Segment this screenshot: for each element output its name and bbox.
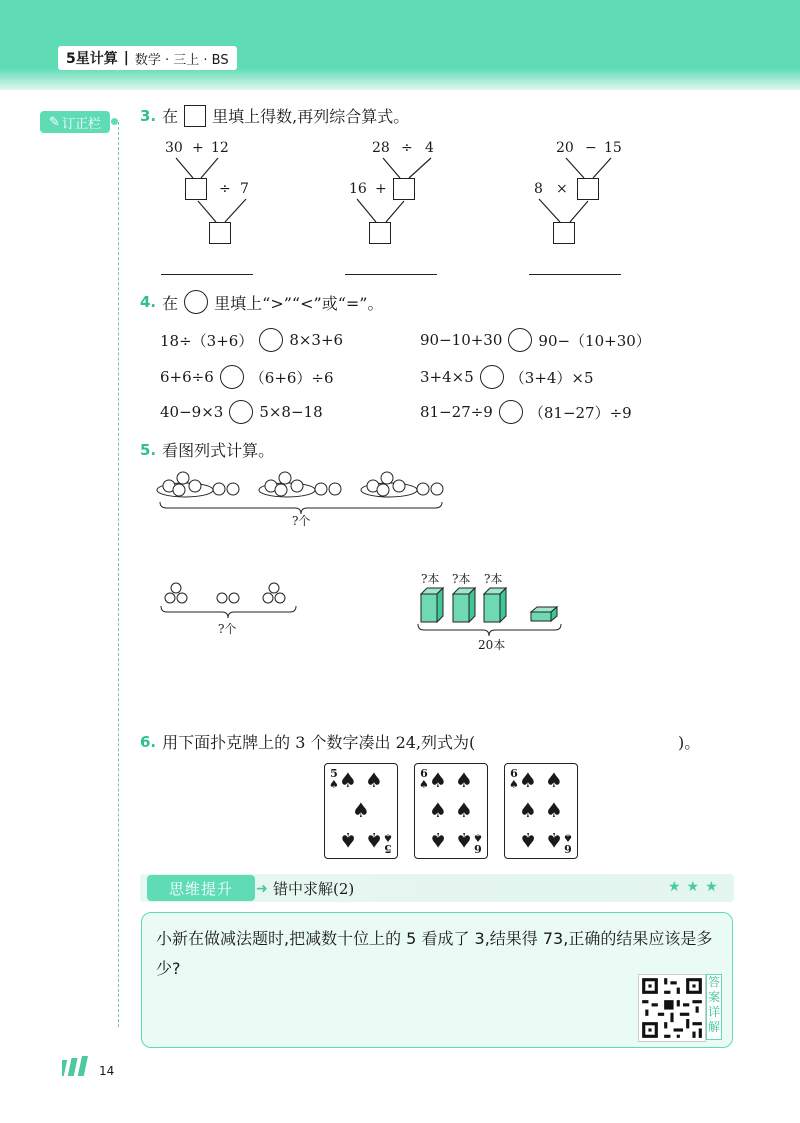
comp-right-expr: 8×3+6 <box>289 331 344 349</box>
q5-title <box>140 438 274 461</box>
comp-left-expr: 18÷（3+6） <box>160 331 254 350</box>
card-rank-bottom: 5 ♠ <box>383 831 393 855</box>
q6-number: 6. <box>140 732 157 751</box>
q3-title-pre: 在 <box>162 107 179 126</box>
thinking-subtitle: 错中求解(2) <box>273 880 355 898</box>
book-spines-icon <box>62 1056 96 1076</box>
book-stack-3 <box>484 588 506 622</box>
spade-icon: ♠ <box>365 768 383 792</box>
qr-code-icon[interactable] <box>638 974 706 1042</box>
playing-card-6a <box>414 763 488 859</box>
q6-answer-blank[interactable] <box>520 732 670 752</box>
qr-answer-label: 答案详解 <box>706 974 722 1040</box>
compare-circle[interactable] <box>508 328 532 352</box>
card-rank-bottom: 6 ♠ <box>563 831 573 855</box>
q4-number: 4. <box>140 293 157 311</box>
tree1-right-number: 12 <box>211 140 229 156</box>
q4-row-1-left <box>160 328 343 352</box>
book-stack-2 <box>453 588 475 622</box>
book-label-3: ?本 <box>484 572 503 586</box>
comp-right-expr: 5×8−18 <box>259 403 323 421</box>
tree1-top-operator: + <box>192 140 204 156</box>
single-book <box>531 607 557 621</box>
spade-icon: ♠ <box>545 798 563 822</box>
spade-icon: ♠ <box>352 798 370 822</box>
spade-icon: ♠ <box>455 768 473 792</box>
spade-icon: ♠ <box>545 828 563 852</box>
q4-title-pre: 在 <box>162 293 179 313</box>
book-label-1: ?本 <box>421 572 440 586</box>
comp-right-expr: 90−（10+30） <box>538 331 651 350</box>
tree2-top-operator: ÷ <box>401 140 413 156</box>
spade-icon: ♠ <box>545 768 563 792</box>
tree3-right-number: 15 <box>604 140 622 156</box>
tree2-left-number: 28 <box>372 140 390 156</box>
q3-title-post: 里填上得数,再列综合算式。 <box>212 107 410 126</box>
book-stack-1 <box>421 588 443 622</box>
tree3-mid-operand: 8 <box>534 181 543 197</box>
card-rank: 5 ♠ <box>329 767 339 791</box>
tree2-mid-operator: + <box>375 181 387 197</box>
q4-row-2-left <box>160 365 334 389</box>
comp-left-expr: 6+6÷6 <box>160 368 214 386</box>
q4-row-3-right <box>420 400 632 424</box>
spade-icon: ♠ <box>455 828 473 852</box>
tree1-mid-operator: ÷ <box>219 181 231 197</box>
tree3-left-number: 20 <box>556 140 574 156</box>
q6-close <box>678 730 700 753</box>
card-rank: 6 ♠ <box>509 767 519 791</box>
spade-icon: ♠ <box>519 798 537 822</box>
compare-circle[interactable] <box>220 365 244 389</box>
compare-circle[interactable] <box>259 328 283 352</box>
pencil-icon: ✎ <box>49 114 60 130</box>
tree3-top-operator: − <box>585 140 597 156</box>
tree1-left-number: 30 <box>165 140 183 156</box>
q4-row-3-left <box>160 400 323 424</box>
comp-left-expr: 40−9×3 <box>160 403 224 421</box>
apple-group-3 <box>361 472 443 497</box>
spade-icon: ♠ <box>519 828 537 852</box>
course-label: 数学 · 三上 · BS <box>134 52 229 68</box>
spade-icon: ♠ <box>429 828 447 852</box>
spade-icon: ♠ <box>429 768 447 792</box>
compare-circle[interactable] <box>229 400 253 424</box>
spade-icon: ♠ <box>339 828 357 852</box>
compare-circle[interactable] <box>499 400 523 424</box>
thinking-problem-text: 小新在做减法题时,把减数十位上的 5 看成了 3,结果得 73,正确的结果应该是多少? <box>156 929 713 978</box>
comp-left-expr: 81−27÷9 <box>420 403 493 421</box>
apples-total-label: ?个 <box>292 514 311 528</box>
q4-row-1-right <box>420 328 651 352</box>
correction-tag-label: 订正栏 <box>61 116 101 132</box>
apple-group-2 <box>259 472 341 497</box>
q5-number: 5. <box>140 440 157 459</box>
q5-title-text: 看图列式计算。 <box>162 441 275 460</box>
book-label-2: ?本 <box>452 572 471 586</box>
circles-total-label: ?个 <box>218 622 237 636</box>
page-number: 14 <box>99 1064 115 1078</box>
spade-icon: ♠ <box>365 828 383 852</box>
comp-right-expr: （6+6）÷6 <box>249 368 334 387</box>
difficulty-stars-icon: ★★★ <box>668 879 724 895</box>
books-figure <box>415 584 565 640</box>
books-total-label: 20本 <box>478 638 506 652</box>
apple-group-1 <box>157 472 239 497</box>
playing-card-5 <box>324 763 398 859</box>
brand-title: 5星计算 <box>66 51 118 67</box>
spade-icon: ♠ <box>455 798 473 822</box>
q6-text: 用下面扑克牌上的 3 个数字凑出 24,列式为( <box>162 733 476 752</box>
comp-right-expr: （81−27）÷9 <box>528 403 632 422</box>
tree2-mid-operand: 16 <box>349 181 367 197</box>
q6-title <box>140 730 475 753</box>
q4-title <box>140 290 383 314</box>
spade-icon: ♠ <box>519 768 537 792</box>
spade-icon: ♠ <box>339 768 357 792</box>
q4-row-2-right <box>420 365 594 389</box>
card-rank-bottom: 6 ♠ <box>473 831 483 855</box>
q3-number: 3. <box>140 106 157 125</box>
compare-circle[interactable] <box>480 365 504 389</box>
circle-groups-figure <box>158 582 308 622</box>
spade-icon: ♠ <box>429 798 447 822</box>
answer-circle-icon <box>184 290 208 314</box>
tree-connectors <box>0 0 800 300</box>
card-rank: 6 ♠ <box>419 767 429 791</box>
thinking-label: 思维提升 <box>147 875 255 901</box>
comp-right-expr: （3+4）×5 <box>509 368 594 387</box>
comp-left-expr: 90−10+30 <box>420 331 503 349</box>
tree2-right-number: 4 <box>425 140 434 156</box>
comp-left-expr: 3+4×5 <box>420 368 474 386</box>
tree3-mid-operator: × <box>556 181 568 197</box>
arrow-right-icon: ➜ <box>256 881 268 897</box>
q6-close-text: )。 <box>678 733 701 752</box>
tree1-mid-operand: 7 <box>240 181 249 197</box>
q4-title-post: 里填上“>”“<”或“=”。 <box>214 293 384 313</box>
playing-card-6b <box>504 763 578 859</box>
header-separator: | <box>123 50 129 66</box>
